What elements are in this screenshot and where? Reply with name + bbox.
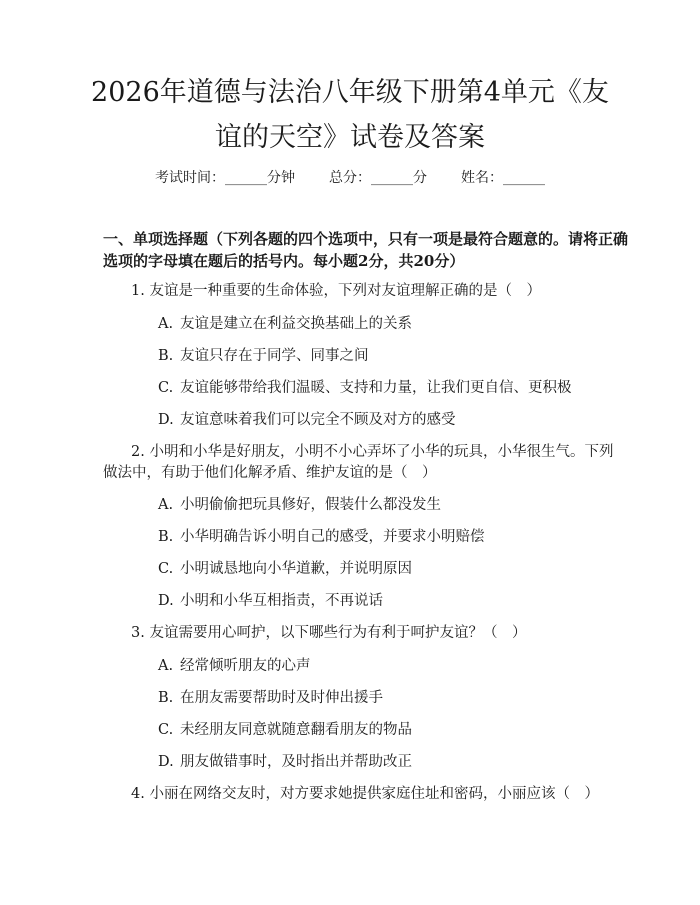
option-letter: A. (158, 658, 174, 674)
option-letter: A. (158, 497, 174, 513)
option-letter: D. (158, 593, 174, 609)
option-text: 小明偷偷把玩具修好，假装什么都没发生 (180, 497, 441, 513)
question-3-option-c (158, 720, 412, 740)
exam-info-row (0, 168, 700, 188)
exam-title-line-1: 2026年道德与法治八年级下册第4单元《友 (91, 77, 609, 108)
question-2-option-d (158, 591, 383, 611)
option-text: 友谊能够带给我们温暖、支持和力量，让我们更自信、更积极 (180, 380, 572, 396)
question-3-option-d (158, 752, 412, 772)
question-4-stem: 4. 小丽在网络交友时，对方要求她提供家庭住址和密码，小丽应该（ ） (131, 786, 599, 802)
question-2-stem-continued: 做法中，有助于他们化解矛盾、维护友谊的是（ ） (103, 465, 437, 481)
option-letter: B. (158, 529, 174, 545)
exam-title-line-2: 谊的天空》试卷及答案 (215, 122, 485, 153)
section-heading-line-2: 选项的字母填在题后的括号内。每小题2分，共20分） (103, 252, 465, 270)
option-letter: C. (158, 722, 174, 738)
option-letter: C. (158, 380, 174, 396)
question-1-option-a (158, 314, 412, 334)
option-letter: D. (158, 412, 174, 428)
question-2-option-a (158, 495, 441, 515)
question-3-option-a (158, 656, 311, 676)
question-2-stem: 2. 小明和小华是好朋友，小明不小心弄坏了小华的玩具，小华很生气。下列 (131, 444, 614, 460)
option-text: 在朋友需要帮助时及时伸出援手 (180, 690, 383, 706)
section-heading (103, 228, 629, 272)
option-text: 小华明确告诉小明自己的感受，并要求小明赔偿 (180, 529, 485, 545)
option-text: 小明和小华互相指责，不再说话 (180, 593, 383, 609)
exam-title (60, 70, 640, 160)
option-letter: B. (158, 348, 174, 364)
exam-time-field: 考试时间：______分钟 (155, 170, 295, 186)
question-2-option-b (158, 527, 485, 547)
option-letter: A. (158, 316, 174, 332)
question-1-option-b (158, 346, 369, 366)
question-1-option-c (158, 378, 572, 398)
option-text: 友谊只存在于同学、同事之间 (180, 348, 369, 364)
question-3-stem: 3. 友谊需要用心呵护，以下哪些行为有利于呵护友谊？（ ） (131, 625, 527, 641)
question-1-option-d (158, 410, 456, 430)
question-3-option-b (158, 688, 383, 708)
option-text: 经常倾听朋友的心声 (180, 658, 311, 674)
option-text: 友谊意味着我们可以完全不顾及对方的感受 (180, 412, 456, 428)
option-text: 未经朋友同意就随意翻看朋友的物品 (180, 722, 412, 738)
option-letter: D. (158, 754, 174, 770)
question-2-option-c (158, 559, 412, 579)
student-name-field: 姓名：______ (461, 170, 545, 186)
option-text: 友谊是建立在利益交换基础上的关系 (180, 316, 412, 332)
section-heading-line-1: 一、单项选择题（下列各题的四个选项中，只有一项是最符合题意的。请将正确 (103, 230, 629, 248)
option-letter: C. (158, 561, 174, 577)
total-score-field: 总分：______分 (329, 170, 427, 186)
option-text: 朋友做错事时，及时指出并帮助改正 (180, 754, 412, 770)
question-1-stem: 1. 友谊是一种重要的生命体验，下列对友谊理解正确的是（ ） (131, 283, 541, 299)
option-text: 小明诚恳地向小华道歉，并说明原因 (180, 561, 412, 577)
option-letter: B. (158, 690, 174, 706)
